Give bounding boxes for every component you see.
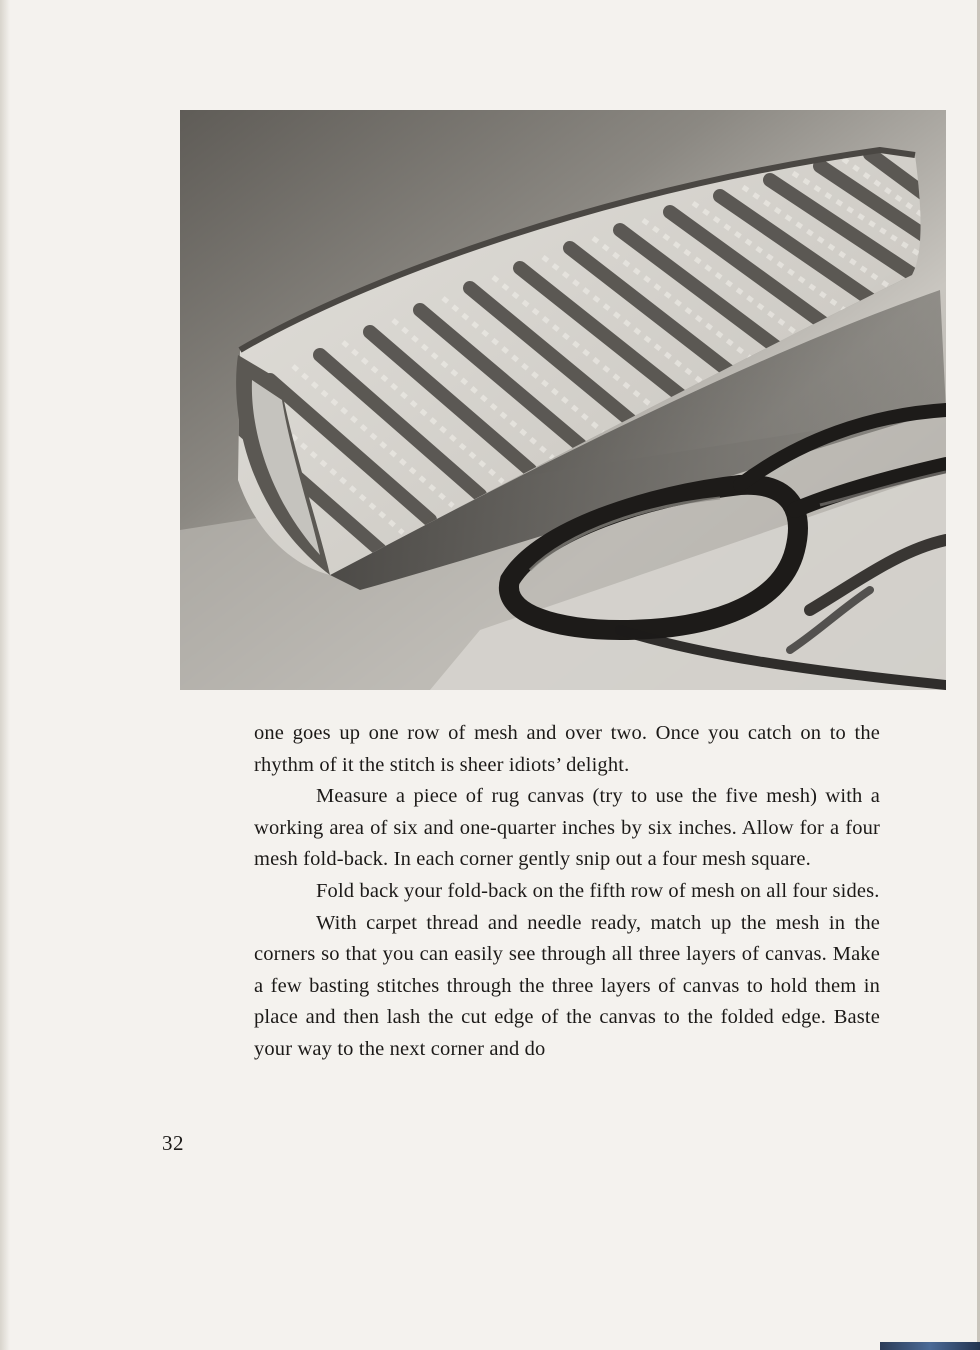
page-number: 32 (162, 1131, 184, 1155)
paragraph-continuation: one goes up one row of mesh and over two. Once you catch on to the rhythm of it the stitch is sheer idiots’ delight. (254, 722, 880, 776)
paragraph-measure-canvas: Measure a piece of rug canvas (try to use the five mesh) with a working area of six and one-quarter inches by six inches. Allow for a four mesh fold-back. In each corner gently snip out a four mesh square. (254, 785, 880, 871)
photo-needlepoint-eyeglass-case (180, 110, 946, 690)
paragraph-fold-back: Fold back your fold-back on the fifth row of mesh on all four sides. (316, 879, 880, 902)
page-gutter-shadow (0, 0, 10, 1350)
page-edge-cover-peek (880, 1342, 980, 1350)
paragraph-carpet-thread: With carpet thread and needle ready, match up the mesh in the corners so that you can easily see through all three layers of canvas. Make a few basting stitches through the three layers of canvas to hold them in place and then lash the cut edge of the canvas to the folded edge. Baste your way to the next corner and do (254, 911, 880, 1060)
body-text (254, 718, 880, 1066)
